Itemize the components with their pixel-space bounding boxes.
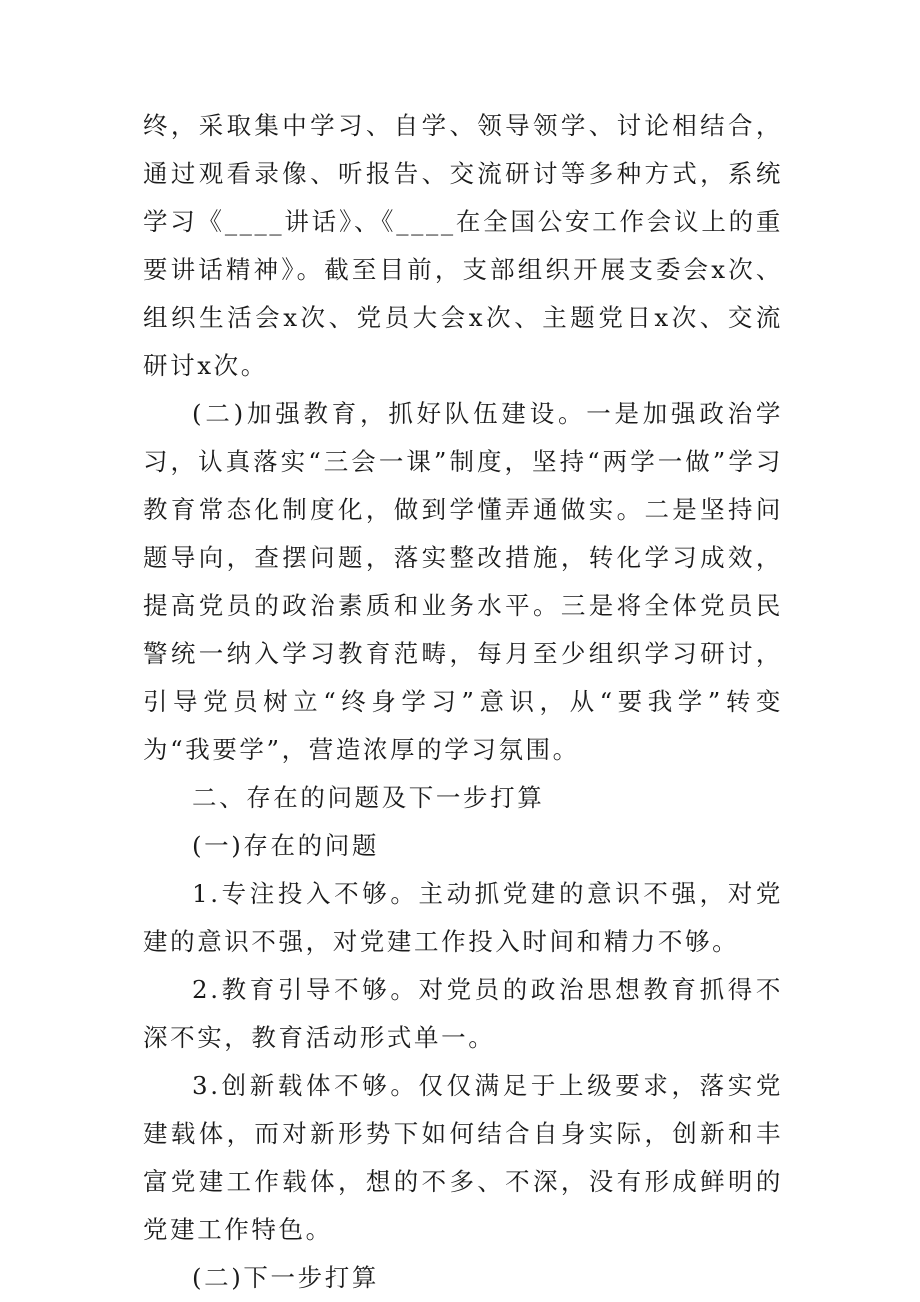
problem-item-2: 2.教育引导不够。对党员的政治思想教育抓得不深不实，教育活动形式单一。	[143, 975, 783, 1052]
problem-item-1: 1.专注投入不够。主动抓党建的意识不强，对党建的意识不强，对党建工作投入时间和精力不够。	[143, 879, 783, 956]
problem-item-3: 3.创新载体不够。仅仅满足于上级要求，落实党建载体，而对新形势下如何结合自身实际，创新和丰富党建工作载体，想的不多、不深，没有形成鲜明的党建工作特色。	[143, 1071, 783, 1244]
subheading-next-steps: (二)下一步打算	[192, 1263, 379, 1292]
paragraph-education-team-building: (二)加强教育，抓好队伍建设。一是加强政治学习，认真落实“三会一课”制度，坚持“两学一做”学习教育常态化制度化，做到学懂弄通做实。二是坚持问题导向，查摆问题，落实整改措施，转化学习成效，提高党员的政治素质和业务水平。三是将全体党员民警统一纳入学习教育范畴，每月至少组织学习研讨，引导党员树立“终身学习”意识，从“要我学”转变为“我要学”，营造浓厚的学习氛围。	[143, 399, 783, 764]
paragraph-study-summary: 终，采取集中学习、自学、领导领学、讨论相结合，通过观看录像、听报告、交流研讨等多种方式，系统学习《____讲话》、《____在全国公安工作会议上的重要讲话精神》。截至目前，支部组织开展支委会x次、组织生活会x次、党员大会x次、主题党日x次、交流研讨x次。	[143, 111, 783, 380]
section-heading-problems-and-plans: 二、存在的问题及下一步打算	[192, 783, 545, 812]
subheading-existing-problems: (一)存在的问题	[192, 831, 379, 860]
document-body	[143, 102, 783, 1302]
